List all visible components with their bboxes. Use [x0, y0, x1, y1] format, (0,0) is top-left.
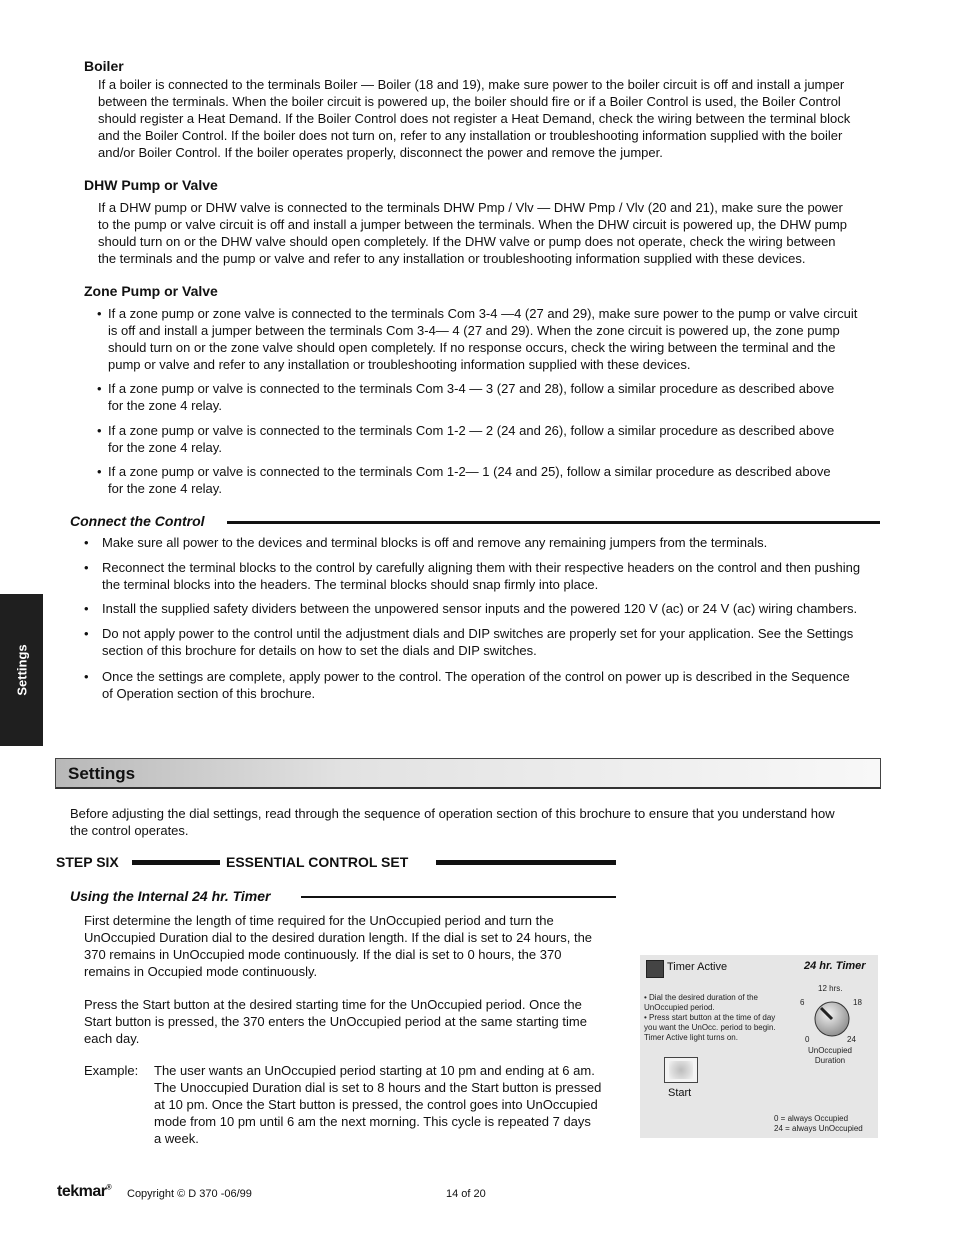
text-line: If a boiler is connected to the terminals Boiler — Boiler (18 and 19), make sure power to the boiler circuit is off and install a jumper	[98, 77, 845, 92]
side-tab-settings	[0, 594, 43, 746]
connect-item	[102, 534, 884, 551]
zone-item	[108, 463, 884, 497]
step-rule	[132, 860, 220, 865]
start-button[interactable]	[664, 1057, 698, 1083]
boiler-heading: Boiler	[84, 58, 124, 74]
text-line: If a DHW pump or DHW valve is connected to the terminals DHW Pmp / Vlv — DHW Pmp / Vlv (20 and 21), make sure the power	[98, 200, 843, 215]
dhw-paragraph	[98, 199, 884, 267]
zone-item	[108, 305, 884, 373]
bullet: •	[84, 626, 89, 641]
timer-active-label: Timer Active	[667, 961, 728, 973]
timer-instructions	[644, 993, 792, 1043]
connect-item	[102, 559, 884, 593]
text-line: UnOccupied	[807, 1046, 853, 1055]
dhw-heading: DHW Pump or Valve	[84, 177, 218, 193]
step-title: ESSENTIAL CONTROL SET	[226, 854, 409, 870]
zone-heading: Zone Pump or Valve	[84, 283, 218, 299]
settings-intro	[70, 805, 884, 839]
text-line: the terminal blocks into the headers. The terminal blocks should snap firmly into place.	[102, 577, 599, 592]
text-line: should turn on or the zone valve should open completely. If no response occurs, check the wiring between the terminal and the	[108, 340, 836, 355]
bullet: •	[84, 535, 89, 550]
bullet: •	[97, 464, 102, 479]
text-line: is off and install a jumper between the terminals Com 3-4— 4 (27 and 29). When the zone circuit is powered up, the zone pump	[108, 323, 840, 338]
bullet: •	[97, 423, 102, 438]
bullet: •	[97, 306, 102, 321]
connect-item	[102, 625, 884, 659]
section-rule	[227, 521, 880, 524]
text-line: you want the UnOcc. period to begin.	[644, 1023, 776, 1032]
text-line: a week.	[154, 1131, 199, 1146]
dial-label-18: 18	[853, 998, 862, 1007]
settings-title: Settings	[68, 764, 136, 783]
timer-panel	[640, 955, 878, 1138]
settings-section-header	[55, 758, 881, 789]
text-line: Press the Start button at the desired starting time for the UnOccupied period. Once the	[84, 997, 582, 1012]
bullet: •	[84, 560, 89, 575]
bullet: •	[84, 601, 89, 616]
bullet: •	[97, 381, 102, 396]
dial-label-12: 12 hrs.	[818, 984, 843, 993]
step-label: STEP SIX	[56, 854, 119, 870]
text-line: Install the supplied safety dividers between the unpowered sensor inputs and the powered 120 V (ac) or 24 V (ac) wiring chambers.	[102, 601, 858, 616]
text-line: First determine the length of time required for the UnOccupied period and turn the	[84, 913, 554, 928]
text-line: • Press start button at the time of day	[644, 1013, 776, 1022]
text-line: of Operation section of this brochure.	[102, 686, 316, 701]
text-line: mode from 10 pm until 6 am the next morning. This cycle is repeated 7 days	[154, 1114, 591, 1129]
text-line: pump or valve and refer to any installation or troubleshooting information supplied with these devices.	[108, 357, 691, 372]
duration-dial-icon[interactable]	[812, 999, 852, 1039]
text-line: Start button is pressed, the 370 enters the UnOccupied period at the same starting time	[84, 1014, 587, 1029]
text-line: for the zone 4 relay.	[108, 398, 222, 413]
text-line: Before adjusting the dial settings, read through the sequence of operation section of this brochure to ensure that you understand how	[70, 806, 835, 821]
example-text	[154, 1062, 616, 1147]
start-button-face	[669, 1061, 693, 1079]
tekmar-logo	[57, 1183, 111, 1201]
start-label: Start	[668, 1087, 692, 1099]
text-line: Reconnect the terminal blocks to the control by carefully aligning them with their respective headers on the control and then pushing	[102, 560, 861, 575]
text-line: the control operates.	[70, 823, 189, 838]
text-line: 370 remains in UnOccupied mode continuously. If the dial is set to 0 hours, the 370	[84, 947, 562, 962]
dial-caption	[790, 1046, 870, 1066]
text-line: If a zone pump or valve is connected to the terminals Com 1-2 — 2 (24 and 26), follow a similar procedure as described above	[108, 423, 835, 438]
text-line: between the terminals. When the boiler circuit is powered up, the boiler should fire or if a Boiler Control is used, the Boiler Control	[98, 94, 841, 109]
logo-text: tekmar	[57, 1183, 107, 1200]
side-tab-label: Settings	[14, 644, 29, 696]
text-line: and/or Boiler Control. If the boiler operates properly, disconnect the power and remove the jumper.	[98, 145, 663, 160]
step-rule	[436, 860, 616, 865]
timer-heading: Using the Internal 24 hr. Timer	[70, 888, 271, 904]
text-line: The Unoccupied Duration dial is set to 8 hours and the Start button is pressed	[154, 1080, 602, 1095]
registered-mark: ®	[106, 1184, 112, 1192]
text-line: at 10 pm. Once the Start button is pressed, the control goes into UnOccupied	[154, 1097, 598, 1112]
bullet: •	[84, 669, 89, 684]
text-line: If a zone pump or valve is connected to the terminals Com 1-2— 1 (24 and 25), follow a similar procedure as described above	[108, 464, 831, 479]
text-line: Timer Active light turns on.	[644, 1033, 738, 1042]
text-line: for the zone 4 relay.	[108, 481, 222, 496]
dial-label-6: 6	[800, 998, 805, 1007]
zone-item	[108, 380, 884, 414]
timer-paragraph-1	[84, 912, 616, 980]
text-line: If a zone pump or valve is connected to the terminals Com 3-4 — 3 (27 and 28), follow a similar procedure as described above	[108, 381, 835, 396]
section-rule	[301, 896, 616, 898]
text-line: The user wants an UnOccupied period starting at 10 pm and ending at 6 am.	[154, 1063, 595, 1078]
text-line: section of this brochure for details on how to set the dials and DIP switches.	[102, 643, 537, 658]
text-line: remains in Occupied mode continuously.	[84, 964, 318, 979]
connect-heading: Connect the Control	[70, 513, 205, 529]
text-line: Once the settings are complete, apply power to the control. The operation of the control on power up is described in the Sequence	[102, 669, 850, 684]
page-number: 14 of 20	[446, 1188, 486, 1200]
example-label: Example:	[84, 1063, 139, 1078]
connect-item	[102, 668, 884, 702]
connect-item	[102, 600, 884, 617]
boiler-paragraph	[98, 76, 884, 161]
dial-label-0: 0	[805, 1035, 810, 1044]
timer-active-led-icon	[646, 960, 664, 978]
text-line: should turn on or the DHW valve should open completely. If the DHW valve or pump does not operate, check the wiring between	[98, 234, 836, 249]
timer-notes	[774, 1114, 863, 1134]
text-line: and the Boiler Control. If the boiler does not turn on, refer to any installation or troubleshooting information supplied with the boiler	[98, 128, 843, 143]
text-line: the terminals and the pump or valve and refer to any installation or troubleshooting information supplied with these devices.	[98, 251, 806, 266]
text-line: Duration	[814, 1056, 846, 1065]
text-line: 24 = always UnOccupied	[774, 1124, 863, 1133]
text-line: should register a Heat Demand. If the Boiler Control does not register a Heat Demand, check the wiring between the terminal block	[98, 111, 851, 126]
timer-paragraph-2	[84, 996, 616, 1047]
text-line: Do not apply power to the control until the adjustment dials and DIP switches are properly set for your application. See the Settings	[102, 626, 854, 641]
text-line: to the pump or valve circuit is off and install a jumper between the terminals. When the DHW circuit is powered up, the DHW pump	[98, 217, 848, 232]
zone-item	[108, 422, 884, 456]
text-line: each day.	[84, 1031, 140, 1046]
dial-label-24: 24	[847, 1035, 856, 1044]
text-line: UnOccupied Duration dial to the desired duration length. If the dial is set to 24 hours, the	[84, 930, 593, 945]
text-line: for the zone 4 relay.	[108, 440, 222, 455]
copyright: Copyright © D 370 -06/99	[127, 1188, 252, 1200]
text-line: • Dial the desired duration of the	[644, 993, 758, 1002]
text-line: 0 = always Occupied	[774, 1114, 849, 1123]
text-line: UnOccupied period.	[644, 1003, 715, 1012]
text-line: Make sure all power to the devices and terminal blocks is off and remove any remaining jumpers from the terminals.	[102, 535, 768, 550]
text-line: If a zone pump or zone valve is connected to the terminals Com 3-4 —4 (27 and 29), make sure power to the pump or valve circuit	[108, 306, 858, 321]
timer-panel-title: 24 hr. Timer	[804, 960, 866, 972]
